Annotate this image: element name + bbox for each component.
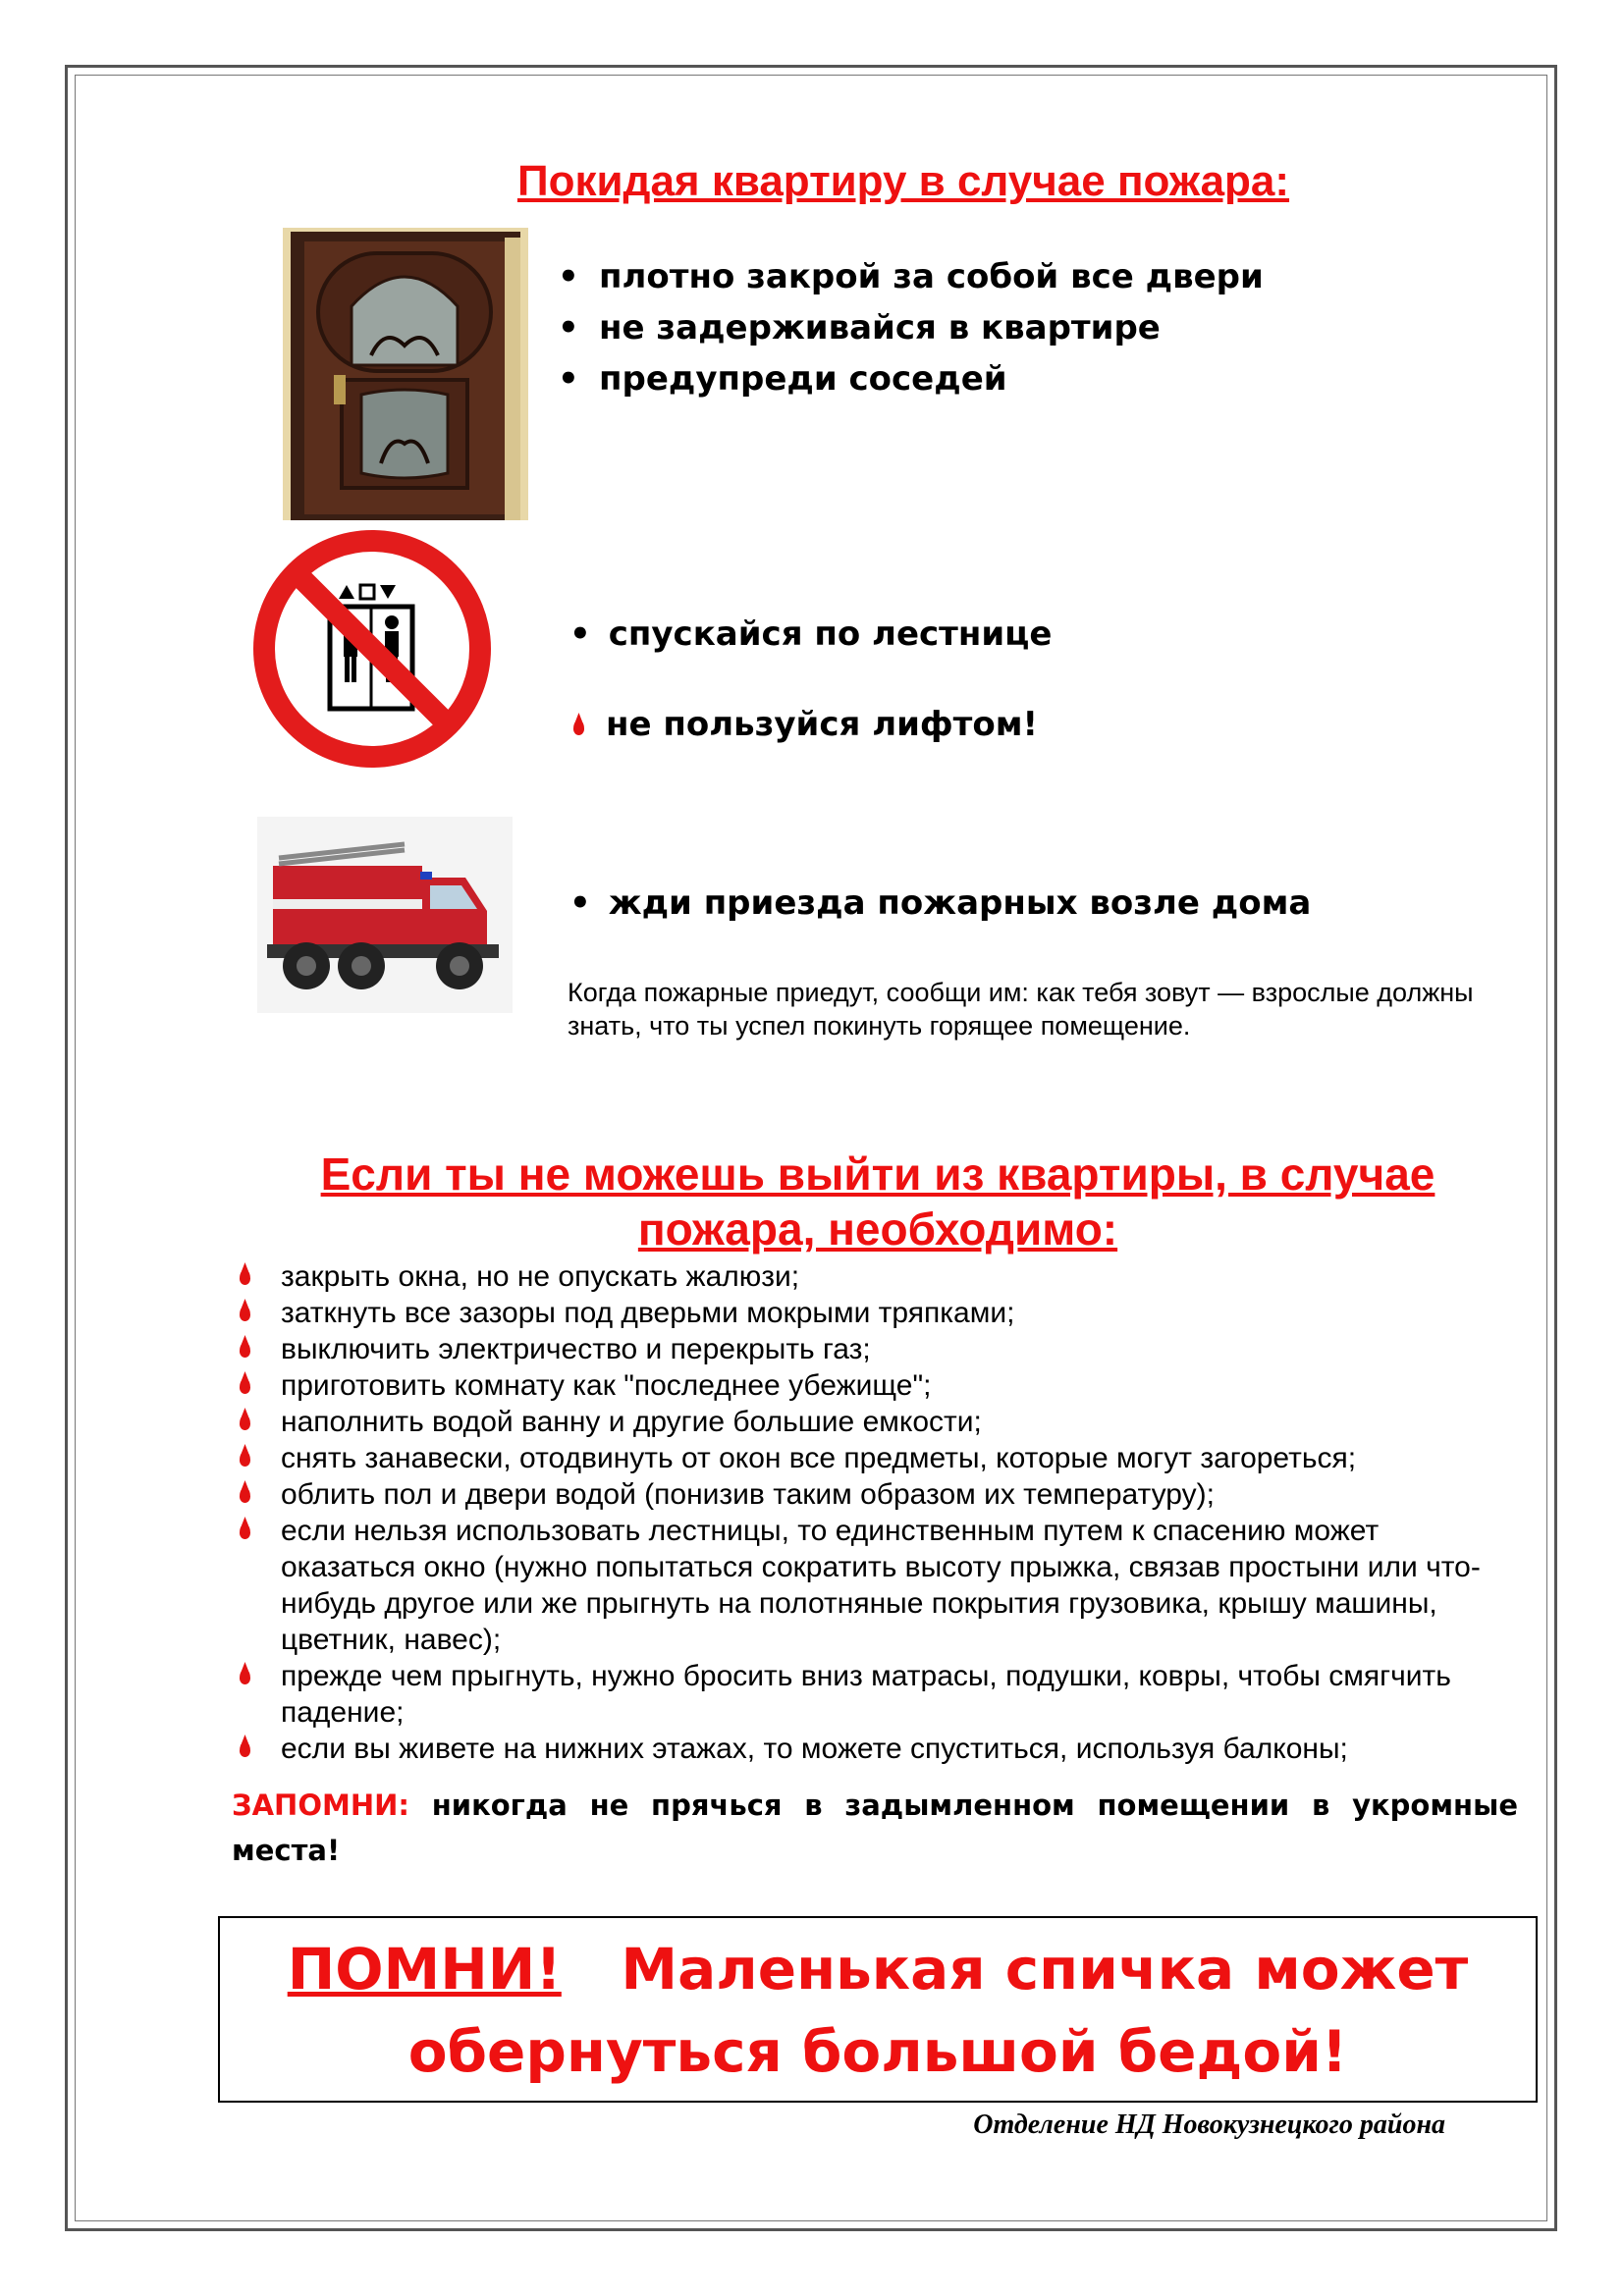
fire-drop-icon <box>240 1378 250 1394</box>
list-item: • плотно закрой за собой все двери <box>558 257 1264 296</box>
fire-drop-icon <box>573 720 584 735</box>
firefighters-note: Когда пожарные приедут, сообщи им: как тебя зовут — взрослые должны знать, что ты успел покинуть горящее помещение. <box>568 978 1474 1041</box>
fire-drop-icon <box>240 1269 250 1285</box>
list-item: приготовить комнату как "последнее убежище"; <box>232 1367 1538 1404</box>
remember-note: ЗАПОМНИ: никогда не прячься в задымленном помещении в укромные места! <box>232 1789 1518 1867</box>
list-item: если вы живете на нижних этажах, то можете спуститься, используя балконы; <box>232 1731 1538 1767</box>
no-elevator-item: не пользуйся лифтом! <box>573 705 1038 744</box>
fire-drop-icon <box>240 1523 250 1539</box>
list-item: снять занавески, отодвинуть от окон все предметы, которые могут загореться; <box>232 1440 1538 1476</box>
remember-label: ЗАПОМНИ: <box>232 1789 409 1822</box>
footer-department: Отделение НД Новокузнецкого района <box>973 2109 1445 2140</box>
fire-drop-icon <box>240 1487 250 1503</box>
list-item: если нельзя использовать лестницы, то единственным путем к спасению может оказаться окно (нужно попытаться сократить высоту прыжка, связав простыни или что-нибудь другое или же прыгнуть на полотняные покрытия грузовика, крышу машины, цветник, навес); <box>232 1513 1538 1658</box>
section-title-leaving: Покидая квартиру в случае пожара: <box>516 157 1290 205</box>
leaving-steps-list <box>550 251 1434 404</box>
section-title-cannot-exit: Если ты не можешь выйти из квартиры, в случае пожара, необходимо: <box>320 1148 1435 1255</box>
no-elevator-sign <box>251 528 493 770</box>
fire-drop-icon <box>240 1415 250 1430</box>
fire-drop-icon <box>240 1451 250 1467</box>
list-item: • предупреди соседей <box>558 359 1007 399</box>
fire-drop-icon <box>240 1342 250 1358</box>
list-item: заткнуть все зазоры под дверьми мокрыми тряпками; <box>232 1295 1538 1331</box>
list-item: • не задерживайся в квартире <box>558 308 1161 347</box>
warning-box <box>218 1916 1538 2103</box>
fire-truck-image <box>257 817 513 1013</box>
warning-line-1: ПОМНИ! Маленькая спичка может <box>287 1936 1469 2002</box>
wait-firefighters-item: • жди приезда пожарных возле дома <box>569 883 1312 923</box>
cannot-exit-steps-list <box>232 1258 1538 1767</box>
list-item: прежде чем прыгнуть, нужно бросить вниз матрасы, подушки, ковры, чтобы смягчить падение; <box>232 1658 1538 1731</box>
door-image <box>283 228 528 520</box>
fire-drop-icon <box>240 1669 250 1684</box>
list-item: закрыть окна, но не опускать жалюзи; <box>232 1258 1538 1295</box>
fire-drop-icon <box>240 1306 250 1321</box>
list-item: наполнить водой ванну и другие большие емкости; <box>232 1404 1538 1440</box>
list-item: выключить электричество и перекрыть газ; <box>232 1331 1538 1367</box>
warning-line-2: обернуться большой бедой! <box>407 2018 1348 2085</box>
list-item: облить пол и двери водой (понизив таким образом их температуру); <box>232 1476 1538 1513</box>
fire-drop-icon <box>240 1741 250 1757</box>
stairs-item: • спускайся по лестнице <box>569 614 1053 654</box>
